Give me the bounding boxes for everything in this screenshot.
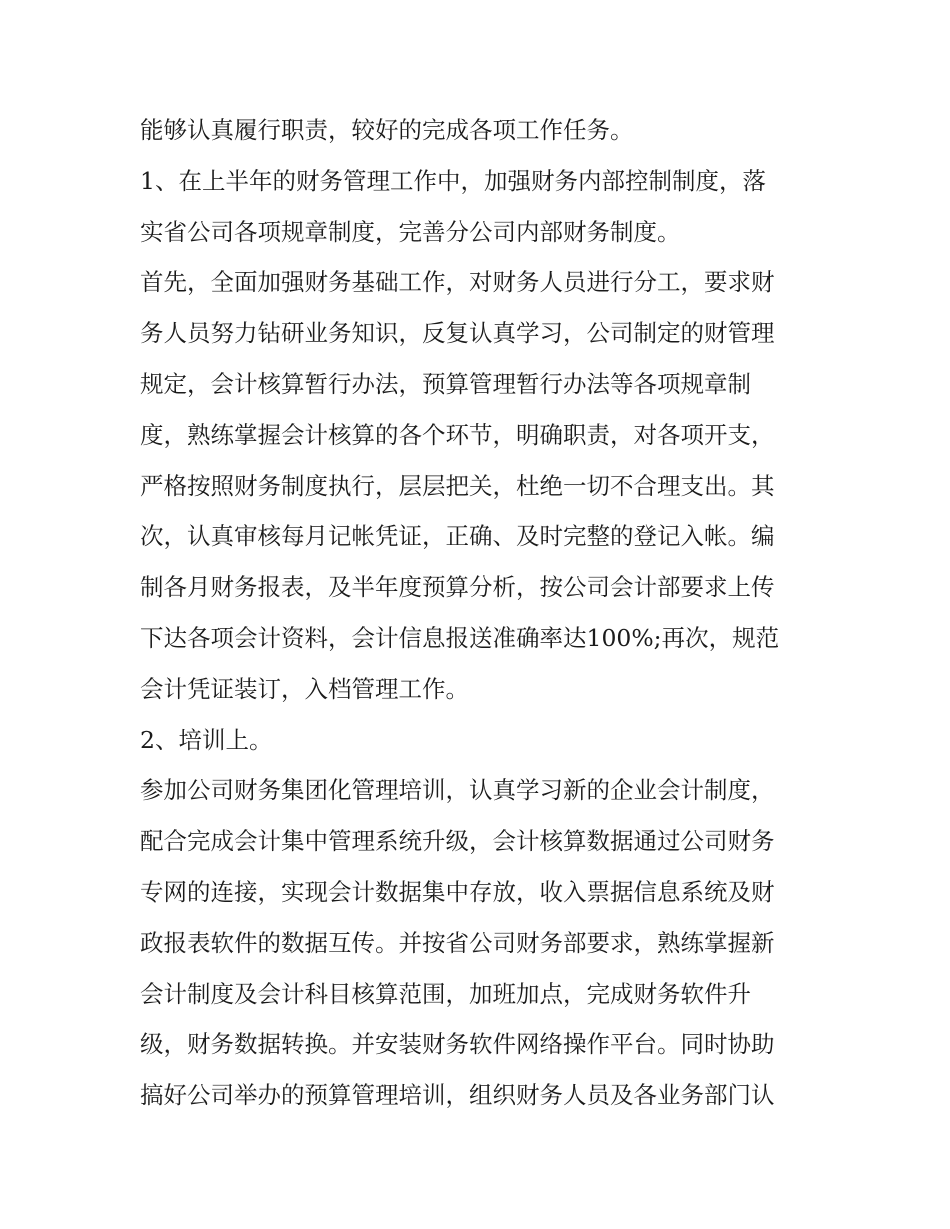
text-line: 参加公司财务集团化管理培训，认真学习新的企业会计制度， [140, 776, 775, 805]
text-line: 会计制度及会计科目核算范围，加班加点，完成财务软件升 [140, 979, 751, 1008]
text-line: 次，认真审核每月记帐凭证，正确、及时完整的登记入帐。编 [140, 522, 775, 551]
text-line: 级，财务数据转换。并安装财务软件网络操作平台。同时协助 [140, 1030, 775, 1059]
text-line: 制各月财务报表，及半年度预算分析，按公司会计部要求上传 [140, 573, 775, 602]
document-body [140, 112, 840, 1128]
text-line: 规定，会计核算暂行办法，预算管理暂行办法等各项规章制 [140, 369, 751, 398]
text-line: 1、在上半年的财务管理工作中，加强财务内部控制制度，落 [140, 166, 766, 195]
text-line: 配合完成会计集中管理系统升级，会计核算数据通过公司财务 [140, 827, 775, 856]
text-line: 会计凭证装订，入档管理工作。 [140, 674, 469, 703]
text-line: 2、培训上。 [140, 725, 273, 754]
text-line: 政报表软件的数据互传。并按省公司财务部要求，熟练掌握新 [140, 928, 775, 957]
text-line: 搞好公司举办的预算管理培训，组织财务人员及各业务部门认 [140, 1081, 775, 1110]
text-line: 实省公司各项规章制度，完善分公司内部财务制度。 [140, 217, 681, 246]
text-line: 能够认真履行职责，较好的完成各项工作任务。 [140, 116, 634, 144]
text-line: 务人员努力钻研业务知识，反复认真学习，公司制定的财管理 [140, 319, 775, 348]
text-line: 专网的连接，实现会计数据集中存放，收入票据信息系统及财 [140, 877, 775, 906]
text-line: 首先，全面加强财务基础工作，对财务人员进行分工，要求财 [140, 268, 775, 297]
text-line: 度，熟练掌握会计核算的各个环节，明确职责，对各项开支， [140, 420, 775, 449]
text-line: 严格按照财务制度执行，层层把关，杜绝一切不合理支出。其 [140, 471, 775, 500]
text-line: 下达各项会计资料，会计信息报送准确率达100%;再次，规范 [140, 623, 780, 652]
